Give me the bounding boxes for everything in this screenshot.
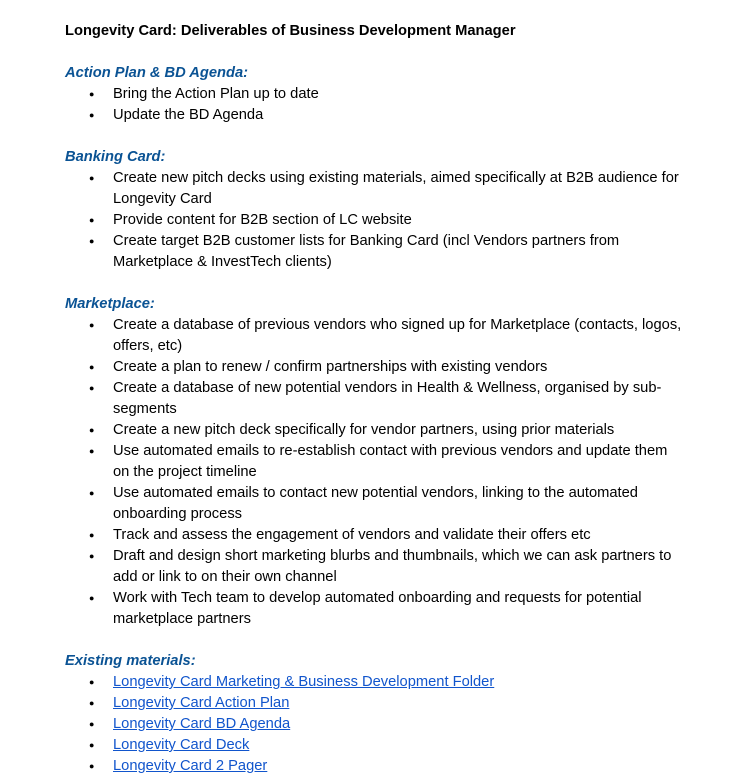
bullet-icon: ● [89, 530, 95, 540]
bullet-item-text: Create a new pitch deck specifically for vendor partners, using prior materials [113, 422, 615, 438]
bullet-item-text: Create a plan to renew / confirm partnerships with existing vendors [113, 359, 548, 375]
bullet-icon: ● [89, 236, 95, 246]
section-existing-materials [65, 651, 687, 777]
document-title: Longevity Card: Deliverables of Business Development Manager [65, 23, 516, 39]
bullet-item [65, 588, 687, 630]
bullet-item [65, 483, 687, 525]
bullet-item [65, 84, 687, 105]
link-item [65, 735, 687, 756]
bullet-icon: ● [89, 215, 95, 225]
link-marketing-bd-folder[interactable]: Longevity Card Marketing & Business Development Folder [113, 674, 495, 690]
link-deck[interactable]: Longevity Card Deck [113, 737, 250, 753]
bullet-icon: ● [89, 383, 95, 393]
bullet-item-text: Bring the Action Plan up to date [113, 86, 319, 102]
link-item [65, 672, 687, 693]
bullet-item [65, 546, 687, 588]
bullet-icon: ● [89, 740, 95, 750]
bullet-item-text: Update the BD Agenda [113, 107, 264, 123]
bullet-list [65, 84, 687, 126]
bullet-item-text: Create target B2B customer lists for Banking Card (incl Vendors partners from Marketplace & InvestTech clients) [113, 233, 620, 270]
bullet-item-text: Work with Tech team to develop automated onboarding and requests for potential marketplace partners [113, 590, 642, 627]
bullet-icon: ● [89, 425, 95, 435]
link-2-pager[interactable]: Longevity Card 2 Pager [113, 758, 268, 774]
bullet-item [65, 357, 687, 378]
bullet-icon: ● [89, 761, 95, 771]
bullet-icon: ● [89, 89, 95, 99]
bullet-icon: ● [89, 320, 95, 330]
bullet-item-text: Draft and design short marketing blurbs and thumbnails, which we can ask partners to add or link to on their own channel [113, 548, 672, 585]
bullet-item [65, 105, 687, 126]
bullet-item [65, 315, 687, 357]
link-item [65, 756, 687, 777]
bullet-icon: ● [89, 677, 95, 687]
bullet-list [65, 168, 687, 273]
bullet-item [65, 441, 687, 483]
bullet-icon: ● [89, 173, 95, 183]
bullet-icon: ● [89, 362, 95, 372]
link-action-plan[interactable]: Longevity Card Action Plan [113, 695, 290, 711]
bullet-item-text: Use automated emails to re-establish contact with previous vendors and update them on the project timeline [113, 443, 668, 480]
bullet-icon: ● [89, 719, 95, 729]
bullet-item [65, 210, 687, 231]
bullet-icon: ● [89, 551, 95, 561]
bullet-icon: ● [89, 446, 95, 456]
section-action-plan [65, 63, 687, 126]
bullet-icon: ● [89, 488, 95, 498]
link-list [65, 672, 687, 777]
bullet-item [65, 420, 687, 441]
bullet-icon: ● [89, 698, 95, 708]
bullet-item-text: Create a database of new potential vendors in Health & Wellness, organised by sub-segments [113, 380, 662, 417]
section-marketplace [65, 294, 687, 630]
bullet-item [65, 231, 687, 273]
bullet-list [65, 315, 687, 630]
link-bd-agenda[interactable]: Longevity Card BD Agenda [113, 716, 291, 732]
section-heading: Banking Card: [65, 149, 166, 165]
bullet-item-text: Create a database of previous vendors who signed up for Marketplace (contacts, logos, offers, etc) [113, 317, 682, 354]
bullet-item-text: Track and assess the engagement of vendors and validate their offers etc [113, 527, 591, 543]
link-item [65, 714, 687, 735]
bullet-item-text: Provide content for B2B section of LC website [113, 212, 412, 228]
bullet-item-text: Create new pitch decks using existing materials, aimed specifically at B2B audience for Longevity Card [113, 170, 679, 207]
bullet-icon: ● [89, 110, 95, 120]
bullet-item [65, 378, 687, 420]
section-banking-card [65, 147, 687, 273]
link-item [65, 693, 687, 714]
bullet-item-text: Use automated emails to contact new potential vendors, linking to the automated onboarding process [113, 485, 638, 522]
section-heading: Action Plan & BD Agenda: [65, 65, 249, 81]
bullet-icon: ● [89, 593, 95, 603]
section-heading: Marketplace: [65, 296, 155, 312]
section-heading: Existing materials: [65, 653, 196, 669]
bullet-item [65, 525, 687, 546]
bullet-item [65, 168, 687, 210]
